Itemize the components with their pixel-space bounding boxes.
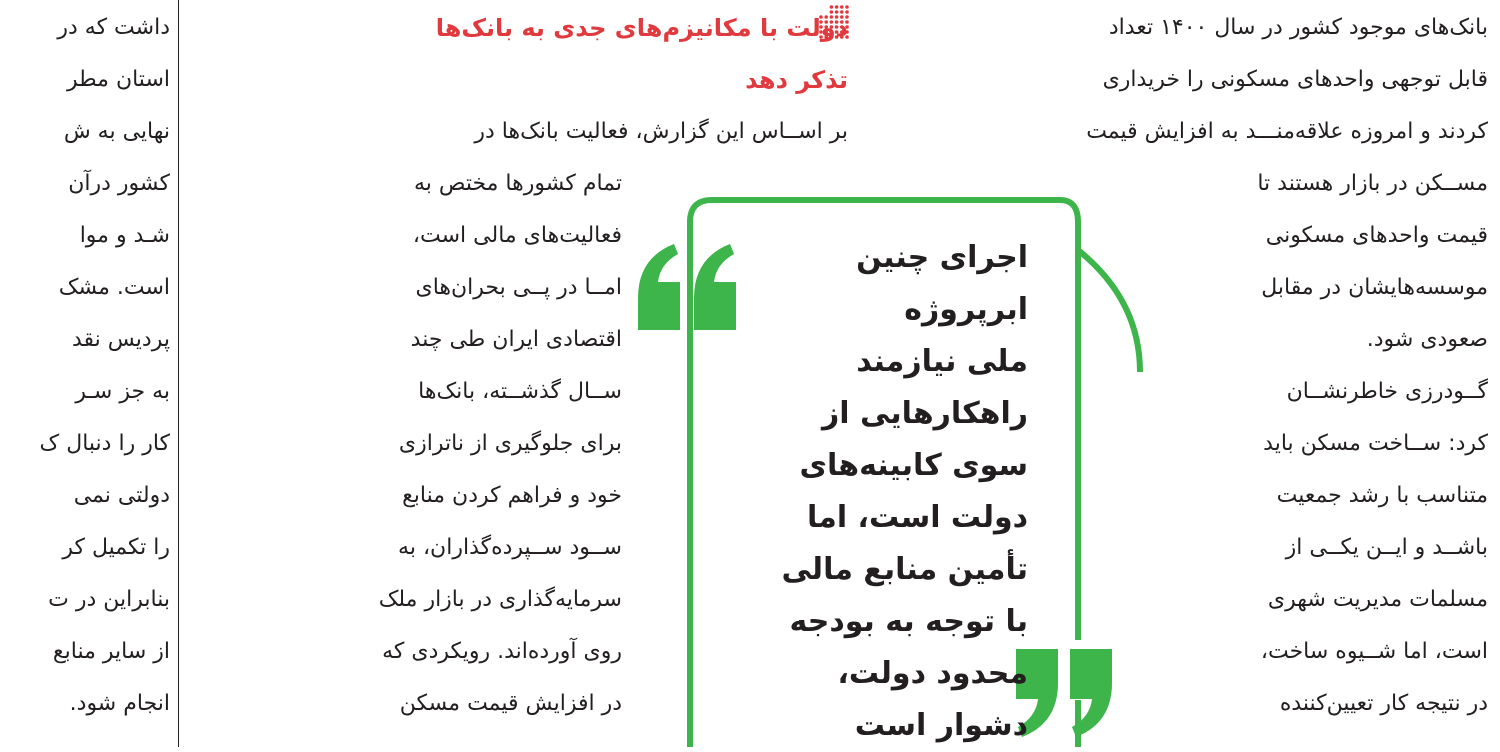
headline-line-2: تذکر دهد [745, 66, 848, 94]
text-line: انجام شود. [69, 691, 170, 716]
text-line: داشت که در [57, 15, 170, 40]
text-line: دولتی نمی [73, 483, 170, 508]
text-line: گــودرزی خاطرنشــان [1286, 379, 1488, 404]
quote-line: تأمین منابع مالی [781, 552, 1028, 587]
quote-line: دولت است، اما [806, 500, 1028, 535]
pull-quote-text [728, 232, 1028, 752]
text-line: متناسب با رشد جمعیت [1276, 483, 1488, 508]
text-line: پردیس نقد [71, 327, 170, 352]
column-divider [178, 0, 179, 747]
text-line: کرد: ســاخت مسکن باید [1263, 431, 1488, 456]
text-line: به جز سـر [75, 379, 170, 404]
text-line: قیمت واحدهای مسکونی [1265, 223, 1488, 248]
open-quote-icon [634, 238, 742, 338]
quote-line: با توجه به بودجه [789, 604, 1028, 639]
text-line: کشور درآن [68, 171, 170, 196]
text-line: از سایر منابع [52, 639, 170, 664]
right-top-lines [938, 2, 1488, 158]
text-line: است. مشک [58, 275, 170, 300]
text-line: روی آورده‌اند. رویکردی که [382, 639, 622, 664]
text-line: صعودی شود. [1366, 327, 1488, 352]
quote-line: دشوار است [854, 708, 1028, 743]
text-line: کردند و امروزه علاقه‌منـــد به افزایش قیمت [1086, 119, 1488, 144]
text-line: نهایی به ش [63, 119, 170, 144]
text-line: ســال گذشــته، بانک‌ها [418, 379, 622, 404]
quote-line: ابرپروژه [904, 292, 1028, 327]
middle-intro-line: بر اســاس این گزارش، فعالیت بانک‌ها در [474, 119, 848, 144]
text-line: را تکمیل کر [62, 535, 170, 560]
quote-line: راهکارهایی از [821, 396, 1028, 431]
text-line: موسسه‌هایشان در مقابل [1261, 275, 1488, 300]
headline-line-1: دولت با مکانیزم‌های جدی به بانک‌ها [435, 14, 848, 42]
text-line: مسلمات مدیریت شهری [1267, 587, 1488, 612]
text-line: کار را دنبال ک [39, 431, 170, 456]
text-line: تمام کشورها مختص به [413, 171, 622, 196]
text-line: بانک‌های موجود کشور در سال ۱۴۰۰ تعداد [1108, 15, 1488, 40]
text-line: باشــد و ایــن یکــی از [1285, 535, 1488, 560]
text-line: است، اما شــیوه ساخت، [1260, 639, 1488, 664]
quote-line: محدود دولت، [837, 656, 1028, 691]
left-column [0, 2, 170, 730]
quote-line: اجرای چنین [856, 240, 1028, 275]
text-line: امــا در پــی بحران‌های [415, 275, 622, 300]
text-line: بنابراین در ت [48, 587, 170, 612]
text-line: استان مطر [66, 67, 170, 92]
right-body [1158, 158, 1488, 730]
text-line: ســود ســپرده‌گذاران، به [398, 535, 622, 560]
text-line: در افزایش قیمت مسکن [399, 691, 622, 716]
middle-body [300, 158, 622, 730]
text-line: مســکن در بازار هستند تا [1257, 171, 1488, 196]
text-line: برای جلوگیری از ناترازی [398, 431, 622, 456]
text-line: در نتیجه کار تعیین‌کننده [1279, 691, 1488, 716]
text-line: فعالیت‌های مالی است، [412, 223, 622, 248]
text-line: شـد و موا [79, 223, 170, 248]
quote-line: سوی کابینه‌های [799, 448, 1028, 483]
text-line: خود و فراهم کردن منابع [402, 483, 622, 508]
text-line: سرمایه‌گذاری در بازار ملک [378, 587, 622, 612]
text-line: اقتصادی ایران طی چند [410, 327, 622, 352]
text-line: قابل توجهی واحدهای مسکونی را خریداری [1102, 67, 1488, 92]
quote-line: ملی نیازمند [856, 344, 1028, 379]
